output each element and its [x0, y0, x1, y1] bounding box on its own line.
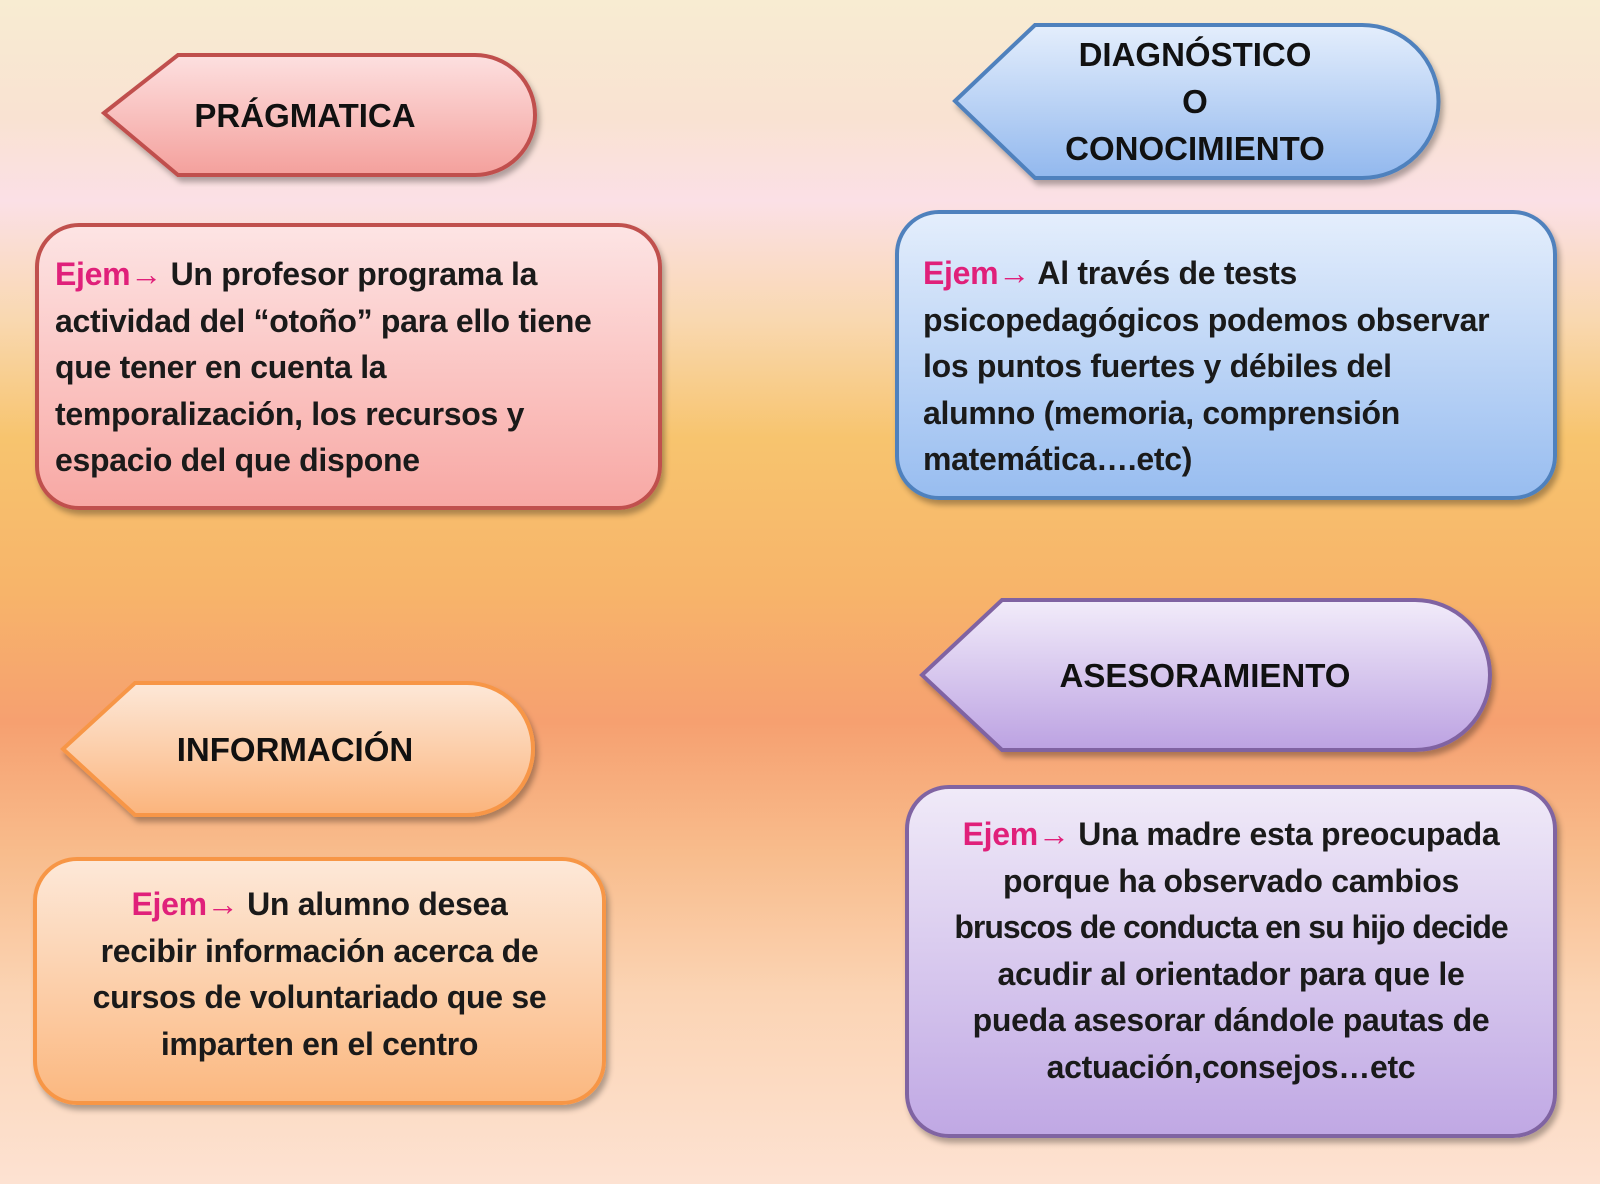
example-text-line: recibir información acerca de [100, 932, 539, 969]
example-text-line: acudir al orientador para que le [997, 955, 1465, 992]
ejem-label: Ejem [962, 816, 1038, 852]
asesoramiento-title: ASESORAMIENTO [1059, 656, 1351, 694]
example-text-line: actividad del “otoño” para ello tiene [55, 302, 592, 339]
diagnostico-example-box [895, 210, 1557, 500]
pragmatica-example-box [35, 223, 662, 510]
arrow-right-icon: → [998, 255, 1030, 291]
arrow-right-icon: → [206, 886, 239, 922]
example-text-line: pueda asesorar dándole pautas de [972, 1002, 1490, 1038]
example-text-line: Una madre esta preocupada [1078, 816, 1500, 852]
example-text-line: Un profesor programa la [170, 256, 538, 292]
diagnostico-title-line: O [1182, 83, 1208, 120]
ejem-label: Ejem [131, 886, 207, 922]
example-text-line: que tener en cuenta la [55, 349, 387, 385]
example-text-line: espacio del que dispone [55, 442, 420, 478]
example-text-line: alumno (memoria, comprensión [923, 394, 1401, 431]
example-text-line: cursos de voluntariado que se [92, 979, 547, 1015]
diagnostico-title [1020, 25, 1370, 178]
diagnostico-title-line: CONOCIMIENTO [1065, 130, 1325, 167]
asesoramiento-example-box [905, 785, 1557, 1138]
ejem-label: Ejem [55, 256, 131, 292]
example-text-line: actuación,consejos…etc [1046, 1048, 1416, 1085]
example-text-line: Al través de tests [1037, 255, 1298, 291]
arrow-right-icon: → [1037, 816, 1070, 852]
example-text-line: imparten en el centro [160, 1025, 479, 1062]
example-text-line: Un alumno desea [247, 886, 508, 922]
example-text-line: porque ha observado cambios [1002, 862, 1459, 899]
example-text-line: matemática….etc) [923, 441, 1193, 477]
example-text-line: temporalización, los recursos y [55, 395, 525, 432]
diagnostico-title-line: DIAGNÓSTICO [1078, 36, 1312, 73]
informacion-example-box [33, 857, 606, 1105]
example-text-line: bruscos de conducta en su hijo decide [954, 909, 1508, 945]
pragmatica-title: PRÁGMATICA [194, 96, 416, 134]
example-text-line: psicopedagógicos podemos observar [923, 301, 1490, 338]
example-text-line: los puntos fuertes y débiles del [923, 348, 1392, 384]
ejem-label: Ejem [923, 255, 999, 291]
informacion-title: INFORMACIÓN [176, 730, 414, 768]
arrow-right-icon: → [130, 256, 162, 292]
